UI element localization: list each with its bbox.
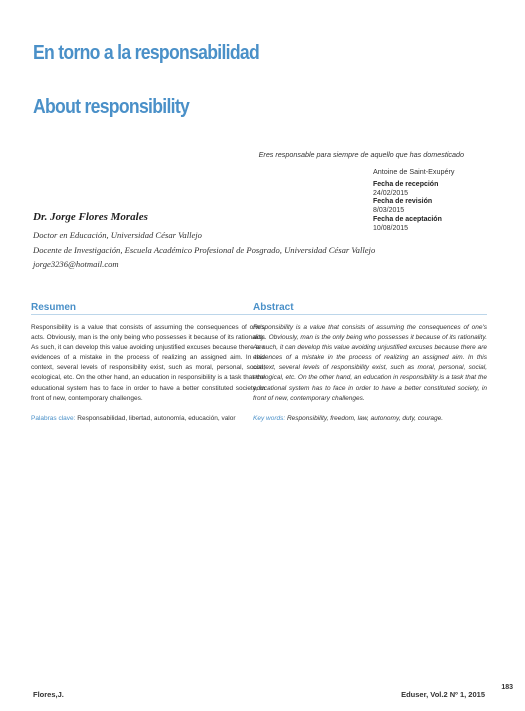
author-affiliation-2: Docente de Investigación, Escuela Académico Profesional de Posgrado, Universidad César Vallejo xyxy=(33,244,376,255)
resumen-keywords xyxy=(31,414,265,424)
received-date: 24/02/2015 xyxy=(373,189,409,197)
resumen-keywords-label: Palabras clave: xyxy=(31,414,76,422)
footer-journal: Eduser, Vol.2 Nº 1, 2015 xyxy=(401,690,485,699)
accepted-date: 10/08/2015 xyxy=(373,224,409,232)
abstract-heading: Abstract xyxy=(253,302,487,315)
resumen-body: Responsibility is a value that consists of assuming the consequences of one's acts. Obviously, man is the only being who possesses it because of its rationality. As such, it can develop this value avoiding unjustified excuses because there are evidences of a mistake in the process of realizing an assigned aim. In this context, several levels of responsibility exist, such as moral, personal, social, ecological, etc. On the other hand, an education in responsibility is a task that the educational system has to face in order to have a better constituted society, in front of new, contemporary challenges. xyxy=(31,324,265,402)
resumen-keywords-list: Responsabilidad, libertad, autonomía, educación, valor xyxy=(77,414,236,422)
abstract-keywords xyxy=(253,414,487,424)
article-dates xyxy=(373,181,442,233)
revised-label: Fecha de revisión xyxy=(373,198,433,206)
title-spanish: En torno a la responsabilidad xyxy=(33,42,260,64)
resumen-heading: Resumen xyxy=(31,302,265,315)
author-affiliation-1: Doctor en Educación, Universidad César Vallejo xyxy=(33,230,202,240)
footer-author: Flores,J. xyxy=(33,690,64,699)
accepted-label: Fecha de aceptación xyxy=(373,215,442,223)
author-affiliations xyxy=(33,228,375,272)
abstract-body: Responsibility is a value that consists of assuming the consequences of one's acts. Obviously, man is the only being who possesses it because of its rationality. As such, it can develop this value avoiding unjustified excuses because there are evidences of a mistake in the process of realizing an assigned aim. In this context, several levels of responsibility exist, such as moral, personal, social, ecological, etc. On the other hand, an education in responsibility is a task that the educational system has to face in order to have a better constituted society, in front of new, contemporary challenges. xyxy=(253,324,487,402)
resumen-section xyxy=(31,302,265,424)
received-label: Fecha de recepción xyxy=(373,181,439,188)
epigraph-quote: Eres responsable para siempre de aquello que has domesticado xyxy=(258,150,464,159)
author-name: Dr. Jorge Flores Morales xyxy=(33,211,148,223)
title-english: About responsibility xyxy=(33,96,190,118)
abstract-section xyxy=(253,302,487,424)
abstract-keywords-label: Key words: xyxy=(253,414,286,422)
page-number: 183 xyxy=(501,684,513,691)
epigraph-author: Antoine de Saint-Exupéry xyxy=(373,167,455,176)
abstract-keywords-list: Responsibility, freedom, law, autonomy, duty, courage. xyxy=(286,414,444,422)
revised-date: 8/03/2015 xyxy=(373,207,405,215)
author-email[interactable]: jorge3236@hotmail.com xyxy=(33,259,119,269)
